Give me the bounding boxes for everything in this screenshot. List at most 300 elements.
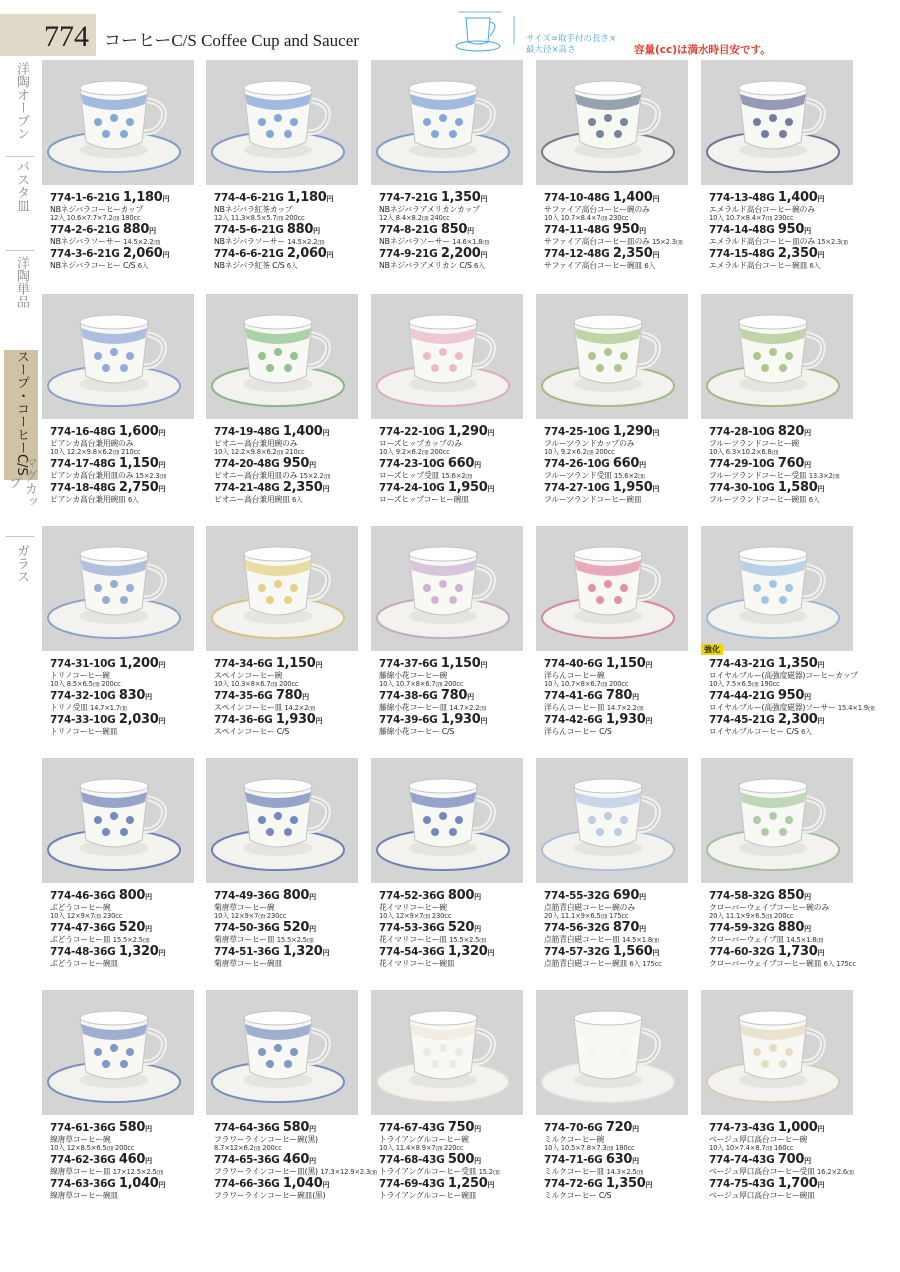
product-code-line: [709, 1122, 855, 1135]
product-spec-line: [379, 680, 525, 688]
product-name: フラワーラインコーヒー碗皿(黒): [214, 1191, 326, 1200]
product-price: 2,350: [282, 480, 323, 495]
product-code: 774-36-6G: [214, 714, 276, 726]
product-code-line: [544, 248, 690, 261]
yen-unit: 円: [480, 717, 488, 725]
yen-unit: 円: [322, 949, 330, 957]
product-code-line: [544, 946, 690, 959]
product-price: 1,950: [612, 480, 653, 495]
tab-soup-coffee[interactable]: スープ・コーヒーC/S: [4, 350, 38, 480]
product-name-line: [709, 703, 875, 712]
product-name: ローズヒップカップのみ: [379, 439, 462, 448]
product-name-line: [544, 903, 690, 912]
product-code: 774-49-36G: [214, 890, 283, 902]
product-name-line: [544, 495, 690, 504]
product-name: エメラルド高台コーヒー碗皿: [709, 261, 808, 270]
product-price: 1,320: [118, 944, 159, 959]
product-spec: 6入: [644, 262, 656, 270]
product-name: クローバーウェイブ皿: [709, 935, 785, 944]
product-name: トライアングルコーヒー碗: [379, 1135, 469, 1144]
product-price: 580: [118, 1120, 146, 1135]
product-spec-line: [50, 912, 196, 920]
product-price: 1,040: [282, 1176, 323, 1191]
product-price: 2,060: [286, 246, 327, 261]
product-spec: 12入 10.6×7.7×7.2㎝ 180cc: [50, 214, 141, 222]
product-name: 菊唐草コーヒー皿: [214, 935, 275, 944]
product-code-line: [709, 192, 855, 205]
product-code: 774-26-10G: [544, 458, 613, 470]
product-price: 630: [605, 1152, 633, 1167]
product-name: ぶどうコーヒー碗皿: [50, 959, 119, 968]
tab-pasta-plate[interactable]: パスタ皿: [14, 160, 29, 212]
product-spec-line: [50, 448, 196, 456]
yen-unit: 円: [145, 693, 152, 701]
product-price: 1,290: [447, 424, 488, 439]
product-spec-line: [544, 1144, 690, 1152]
yen-unit: 円: [158, 485, 166, 493]
product-name: ローズヒップ受皿: [379, 471, 440, 480]
product-name-line: [544, 471, 690, 480]
product-code: 774-15-48G: [709, 248, 778, 260]
product-code-line: [709, 922, 855, 935]
product-price: 1,930: [275, 712, 316, 727]
product-photo: [536, 60, 688, 185]
product-name-line: [214, 959, 360, 968]
product-name: ローズヒップコーヒー碗皿: [379, 495, 469, 504]
product-spec: 6入: [809, 262, 821, 270]
product-photo: [701, 990, 853, 1115]
product-photo: [206, 758, 358, 883]
product-spec-line: [214, 1144, 360, 1152]
product-code-line: [544, 458, 690, 471]
product-info: [709, 424, 855, 504]
product-code: 774-34-6G: [214, 658, 276, 670]
product-name-line: [214, 935, 360, 944]
product-code: 774-58-32G: [709, 890, 778, 902]
product-name-line: [544, 439, 690, 448]
product-code-line: [379, 946, 525, 959]
product-spec: 10入 11.4×8.9×7㎝ 220cc: [379, 1144, 464, 1152]
yen-unit: 円: [652, 251, 660, 259]
product-spec: 10入 12×8.5×6.5㎝ 200cc: [50, 1144, 135, 1152]
yen-unit: 円: [817, 485, 825, 493]
product-name: スペインコーヒー碗: [214, 671, 283, 680]
product-name: トライアングルコーヒー受皿: [379, 1167, 477, 1176]
product-code-line: [544, 690, 690, 703]
product-price: 500: [447, 1152, 475, 1167]
product-code: 774-63-36G: [50, 1178, 119, 1190]
product-code: 774-72-6G: [544, 1178, 606, 1190]
product-info: [709, 888, 855, 968]
product-code-line: [709, 1178, 855, 1191]
yen-unit: 円: [645, 1181, 653, 1189]
product-code-line: [709, 426, 855, 439]
product-price: 1,580: [777, 480, 818, 495]
product-name: フルーツランドコーヒー碗皿: [709, 495, 807, 504]
product-code: 774-2-6-21G: [50, 224, 123, 236]
product-code-line: [709, 224, 855, 237]
yen-unit: 円: [158, 461, 166, 469]
product-price: 800: [447, 888, 475, 903]
product-code-line: [709, 658, 855, 671]
product-code-line: [544, 714, 690, 727]
product-spec-line: [544, 680, 690, 688]
yen-unit: 円: [315, 661, 323, 669]
product-spec-line: [709, 1144, 855, 1152]
product-code: 774-68-43G: [379, 1154, 448, 1166]
yen-unit: 円: [467, 693, 474, 701]
product-photo: [42, 990, 194, 1115]
yen-unit: 円: [309, 1157, 316, 1165]
product-info: [709, 1120, 855, 1200]
product-price: 720: [605, 1120, 633, 1135]
product-name-line: [709, 205, 855, 214]
product-code-line: [379, 482, 525, 495]
product-info: [379, 656, 525, 736]
product-name-line: [50, 439, 196, 448]
tab-western-oven[interactable]: 洋陶オーブン: [14, 62, 29, 140]
product-photo: [206, 526, 358, 651]
product-info: [214, 656, 360, 736]
product-price: 880: [777, 920, 805, 935]
yen-unit: 円: [145, 1157, 152, 1165]
product-code-line: [50, 1122, 196, 1135]
cup-and-saucer-icon: [371, 294, 523, 419]
product-spec: 10入 10.5×7.8×7.3㎝ 180cc: [544, 1144, 635, 1152]
product-price: 1,000: [777, 1120, 818, 1135]
product-spec: 14.5×1.8㎝: [621, 936, 659, 944]
product-spec-line: [214, 680, 360, 688]
yen-unit: 円: [817, 195, 825, 203]
product-info: [214, 888, 360, 968]
product-info: [379, 888, 525, 968]
product-code: 774-59-32G: [709, 922, 778, 934]
product-name: トリノ受皿: [50, 703, 88, 712]
product-name: 藤線小花コーヒー碗: [379, 671, 448, 680]
product-code-line: [544, 1178, 690, 1191]
product-spec: 15.5×2.5㎝: [112, 936, 150, 944]
yen-unit: 円: [474, 1125, 481, 1133]
yen-unit: 円: [149, 227, 156, 235]
product-spec: 10入 12×9×7㎝ 230cc: [214, 912, 287, 920]
product-code: 774-7-21G: [379, 192, 441, 204]
product-spec: 14.2×2㎝: [284, 704, 315, 712]
product-code-line: [379, 658, 525, 671]
product-name: ピアンカ高台兼用皿のみ: [50, 471, 134, 480]
product-photo: [42, 526, 194, 651]
product-spec: 10入 7.5×6.5㎝ 190cc: [709, 680, 780, 688]
product-photo: [371, 60, 523, 185]
product-code: 774-16-48G: [50, 426, 119, 438]
product-price: 2,750: [118, 480, 159, 495]
product-name: フルーツランドコーヒー受皿: [709, 471, 807, 480]
product-spec: 15×2.3㎝: [817, 238, 848, 246]
product-code: 774-23-10G: [379, 458, 448, 470]
product-price: 780: [440, 688, 468, 703]
yen-unit: 円: [480, 661, 488, 669]
product-price: 1,400: [612, 190, 653, 205]
product-code-line: [544, 224, 690, 237]
product-price: 1,930: [605, 712, 646, 727]
product-code: 774-52-36G: [379, 890, 448, 902]
product-name: エメラルド高台コーヒー碗のみ: [709, 205, 815, 214]
product-price: 1,180: [286, 190, 327, 205]
product-name-line: [709, 727, 855, 736]
product-name: ベージュ厚口高台コーヒー碗皿: [709, 1191, 815, 1200]
product-code-line: [544, 1154, 690, 1167]
product-price: 2,350: [777, 246, 818, 261]
product-code-line: [214, 714, 360, 727]
product-code-line: [214, 248, 360, 261]
yen-unit: 円: [474, 1157, 481, 1165]
product-spec: 6入 175cc: [629, 960, 662, 968]
product-photo: [701, 60, 853, 185]
product-name-line: [709, 1135, 855, 1144]
product-spec-line: [214, 448, 360, 456]
product-name: トライアングルコーヒー碗皿: [379, 1191, 477, 1200]
yen-unit: 円: [309, 461, 316, 469]
product-price: 520: [282, 920, 310, 935]
product-spec-line: [379, 1144, 525, 1152]
product-name: フルーツランド受皿: [544, 471, 612, 480]
product-spec: 20入 11.1×9×6.5㎝ 200cc: [709, 912, 794, 920]
product-name-line: [379, 439, 525, 448]
product-code-line: [50, 690, 196, 703]
product-price: 880: [122, 222, 150, 237]
product-name: エメラルド高台コーヒー皿のみ: [709, 237, 815, 246]
tab-glass[interactable]: ガラス: [14, 544, 29, 583]
product-photo: [371, 294, 523, 419]
product-name-line: [379, 237, 525, 246]
reinforced-badge: 強化: [701, 644, 723, 655]
product-code: 774-67-43G: [379, 1122, 448, 1134]
product-spec: 6入: [801, 728, 812, 736]
product-code-line: [214, 690, 360, 703]
product-photo: [536, 758, 688, 883]
capacity-note: 容量(cc)は満水時目安です。: [634, 44, 771, 56]
product-spec: 15.6×2㎝: [441, 472, 472, 480]
product-name: ピオニー高台兼用皿のみ: [214, 471, 298, 480]
product-name-line: [379, 903, 525, 912]
product-code: 774-18-48G: [50, 482, 119, 494]
product-name-line: [709, 935, 855, 944]
yen-unit: 円: [326, 195, 334, 203]
product-info: [50, 1120, 196, 1200]
product-price: 460: [118, 1152, 146, 1167]
product-code: 774-29-10G: [709, 458, 778, 470]
product-price: 660: [612, 456, 640, 471]
product-code-line: [544, 658, 690, 671]
product-name: ロイヤルブルー(高強度磁器)コーヒーカップ: [709, 671, 858, 680]
product-code-line: [50, 890, 196, 903]
product-code-line: [379, 922, 525, 935]
product-name-line: [379, 703, 525, 712]
product-spec: 17.3×12.9×2.3㎝: [320, 1168, 377, 1176]
yen-unit: 円: [322, 485, 330, 493]
product-price: 950: [282, 456, 310, 471]
product-name: ピオニー高台兼用碗のみ: [214, 439, 298, 448]
product-code: 774-54-36G: [379, 946, 448, 958]
product-code-line: [214, 482, 360, 495]
yen-unit: 円: [474, 893, 481, 901]
product-name-line: [214, 903, 360, 912]
product-price: 1,700: [777, 1176, 818, 1191]
product-spec: 15.6×2㎝: [614, 472, 645, 480]
product-code: 774-3-6-21G: [50, 248, 123, 260]
product-name-line: [50, 471, 196, 480]
product-name: クローバーウェイブコーヒー碗のみ: [709, 903, 829, 912]
size-note: サイズ=取手付の長さ× 最大径×高さ: [526, 34, 617, 55]
product-code-line: [214, 224, 360, 237]
product-code: 774-48-36G: [50, 946, 119, 958]
product-code: 774-4-6-21G: [214, 192, 287, 204]
cup-and-saucer-icon: [371, 990, 523, 1115]
product-name: ベージュ厚口高台コーヒー受皿: [709, 1167, 815, 1176]
product-code: 774-6-6-21G: [214, 248, 287, 260]
yen-unit: 円: [817, 1181, 825, 1189]
yen-unit: 円: [804, 429, 811, 437]
product-price: 1,200: [118, 656, 159, 671]
product-price: 870: [612, 920, 640, 935]
product-name-line: [709, 1167, 855, 1176]
product-spec: 15×2.3㎝: [135, 472, 167, 480]
product-price: 800: [118, 888, 146, 903]
product-code-line: [379, 690, 525, 703]
product-code: 774-74-43G: [709, 1154, 778, 1166]
product-code-line: [709, 458, 855, 471]
yen-unit: 円: [804, 693, 811, 701]
cup-and-saucer-icon: [206, 526, 358, 651]
product-photo: [42, 758, 194, 883]
product-spec: 10入 10×7.4×8.7㎝ 160cc: [709, 1144, 794, 1152]
yen-unit: 円: [474, 925, 481, 933]
product-price: 1,150: [440, 656, 481, 671]
product-spec-line: [709, 214, 855, 222]
product-info: [50, 190, 196, 270]
product-name-line: [544, 703, 690, 712]
product-name: サファイア高台コーヒー碗皿: [544, 261, 643, 270]
cup-and-saucer-icon: [701, 990, 853, 1115]
product-code: 774-20-48G: [214, 458, 283, 470]
product-name: NBネジバラコーヒーカップ: [50, 205, 144, 214]
product-spec-line: [50, 214, 196, 222]
product-name-line: [544, 959, 690, 968]
yen-unit: 円: [632, 693, 639, 701]
product-photo: [42, 60, 194, 185]
product-name-line: [50, 1135, 196, 1144]
product-code-line: [50, 1154, 196, 1167]
product-code-line: [544, 890, 690, 903]
product-code-line: [709, 1154, 855, 1167]
yen-unit: 円: [817, 717, 825, 725]
product-code-line: [379, 714, 525, 727]
product-name: NBネジバラソーサー: [50, 237, 122, 246]
product-price: 950: [612, 222, 640, 237]
product-price: 950: [777, 222, 805, 237]
cup-and-saucer-icon: [206, 758, 358, 883]
product-code: 774-38-6G: [379, 690, 441, 702]
product-code-line: [379, 426, 525, 439]
product-name-line: [214, 1135, 360, 1144]
product-info: [544, 1120, 690, 1200]
product-name: 菊唐草コーヒー碗皿: [214, 959, 283, 968]
product-name-line: [214, 671, 360, 680]
product-code-line: [214, 1122, 360, 1135]
yen-unit: 円: [315, 717, 323, 725]
product-name-line: [709, 439, 855, 448]
product-price: 760: [777, 456, 805, 471]
product-price: 690: [612, 888, 640, 903]
product-price: 820: [777, 424, 805, 439]
product-name-line: [214, 727, 360, 736]
cup-and-saucer-icon: [206, 294, 358, 419]
product-price: 1,400: [777, 190, 818, 205]
product-code: 774-55-32G: [544, 890, 613, 902]
product-info: [709, 656, 875, 736]
product-code: 774-22-10G: [379, 426, 448, 438]
product-photo: [536, 526, 688, 651]
product-code-line: [214, 192, 360, 205]
product-name-line: [379, 1191, 525, 1200]
product-code-line: [379, 890, 525, 903]
product-name-line: [50, 261, 196, 270]
product-price: 1,950: [447, 480, 488, 495]
product-code: 774-61-36G: [50, 1122, 119, 1134]
yen-unit: 円: [804, 1157, 811, 1165]
product-info: [214, 1120, 377, 1200]
cup-and-saucer-icon: [371, 758, 523, 883]
cup-size-diagram-icon: [452, 8, 522, 56]
cup-and-saucer-icon: [536, 294, 688, 419]
yen-unit: 円: [639, 461, 646, 469]
product-name-line: [709, 261, 855, 270]
product-name-line: [709, 495, 855, 504]
product-name-line: [50, 1167, 196, 1176]
product-code-line: [544, 922, 690, 935]
yen-unit: 円: [309, 1125, 316, 1133]
product-code-line: [544, 192, 690, 205]
product-name: 花イマリコーヒー皿: [379, 935, 447, 944]
product-price: 520: [118, 920, 146, 935]
yen-unit: 円: [162, 251, 170, 259]
product-spec: 10入 9.2×6.2㎝ 200cc: [544, 448, 615, 456]
yen-unit: 円: [326, 251, 334, 259]
product-name: ロイヤルブルコーヒー C/S: [709, 727, 799, 736]
product-code-line: [214, 1154, 360, 1167]
yen-unit: 円: [645, 717, 653, 725]
product-code-line: [379, 192, 525, 205]
product-photo: [42, 294, 194, 419]
yen-unit: 円: [309, 925, 316, 933]
product-code: 774-71-6G: [544, 1154, 606, 1166]
product-price: 2,300: [777, 712, 818, 727]
tab-western-single[interactable]: 洋陶単品: [14, 256, 29, 308]
product-name-line: [544, 1191, 690, 1200]
tab-mug-cup[interactable]: マグカップ: [6, 456, 37, 508]
yen-unit: 円: [158, 949, 166, 957]
product-info: [544, 656, 690, 736]
product-code-line: [379, 224, 525, 237]
cup-and-saucer-icon: [206, 990, 358, 1115]
product-code: 774-40-6G: [544, 658, 606, 670]
product-price: 950: [777, 688, 805, 703]
product-spec-line: [544, 214, 690, 222]
yen-unit: 円: [487, 485, 495, 493]
product-photo: [371, 758, 523, 883]
product-name-line: [379, 727, 525, 736]
product-name-line: [50, 495, 196, 504]
cup-and-saucer-icon: [371, 526, 523, 651]
